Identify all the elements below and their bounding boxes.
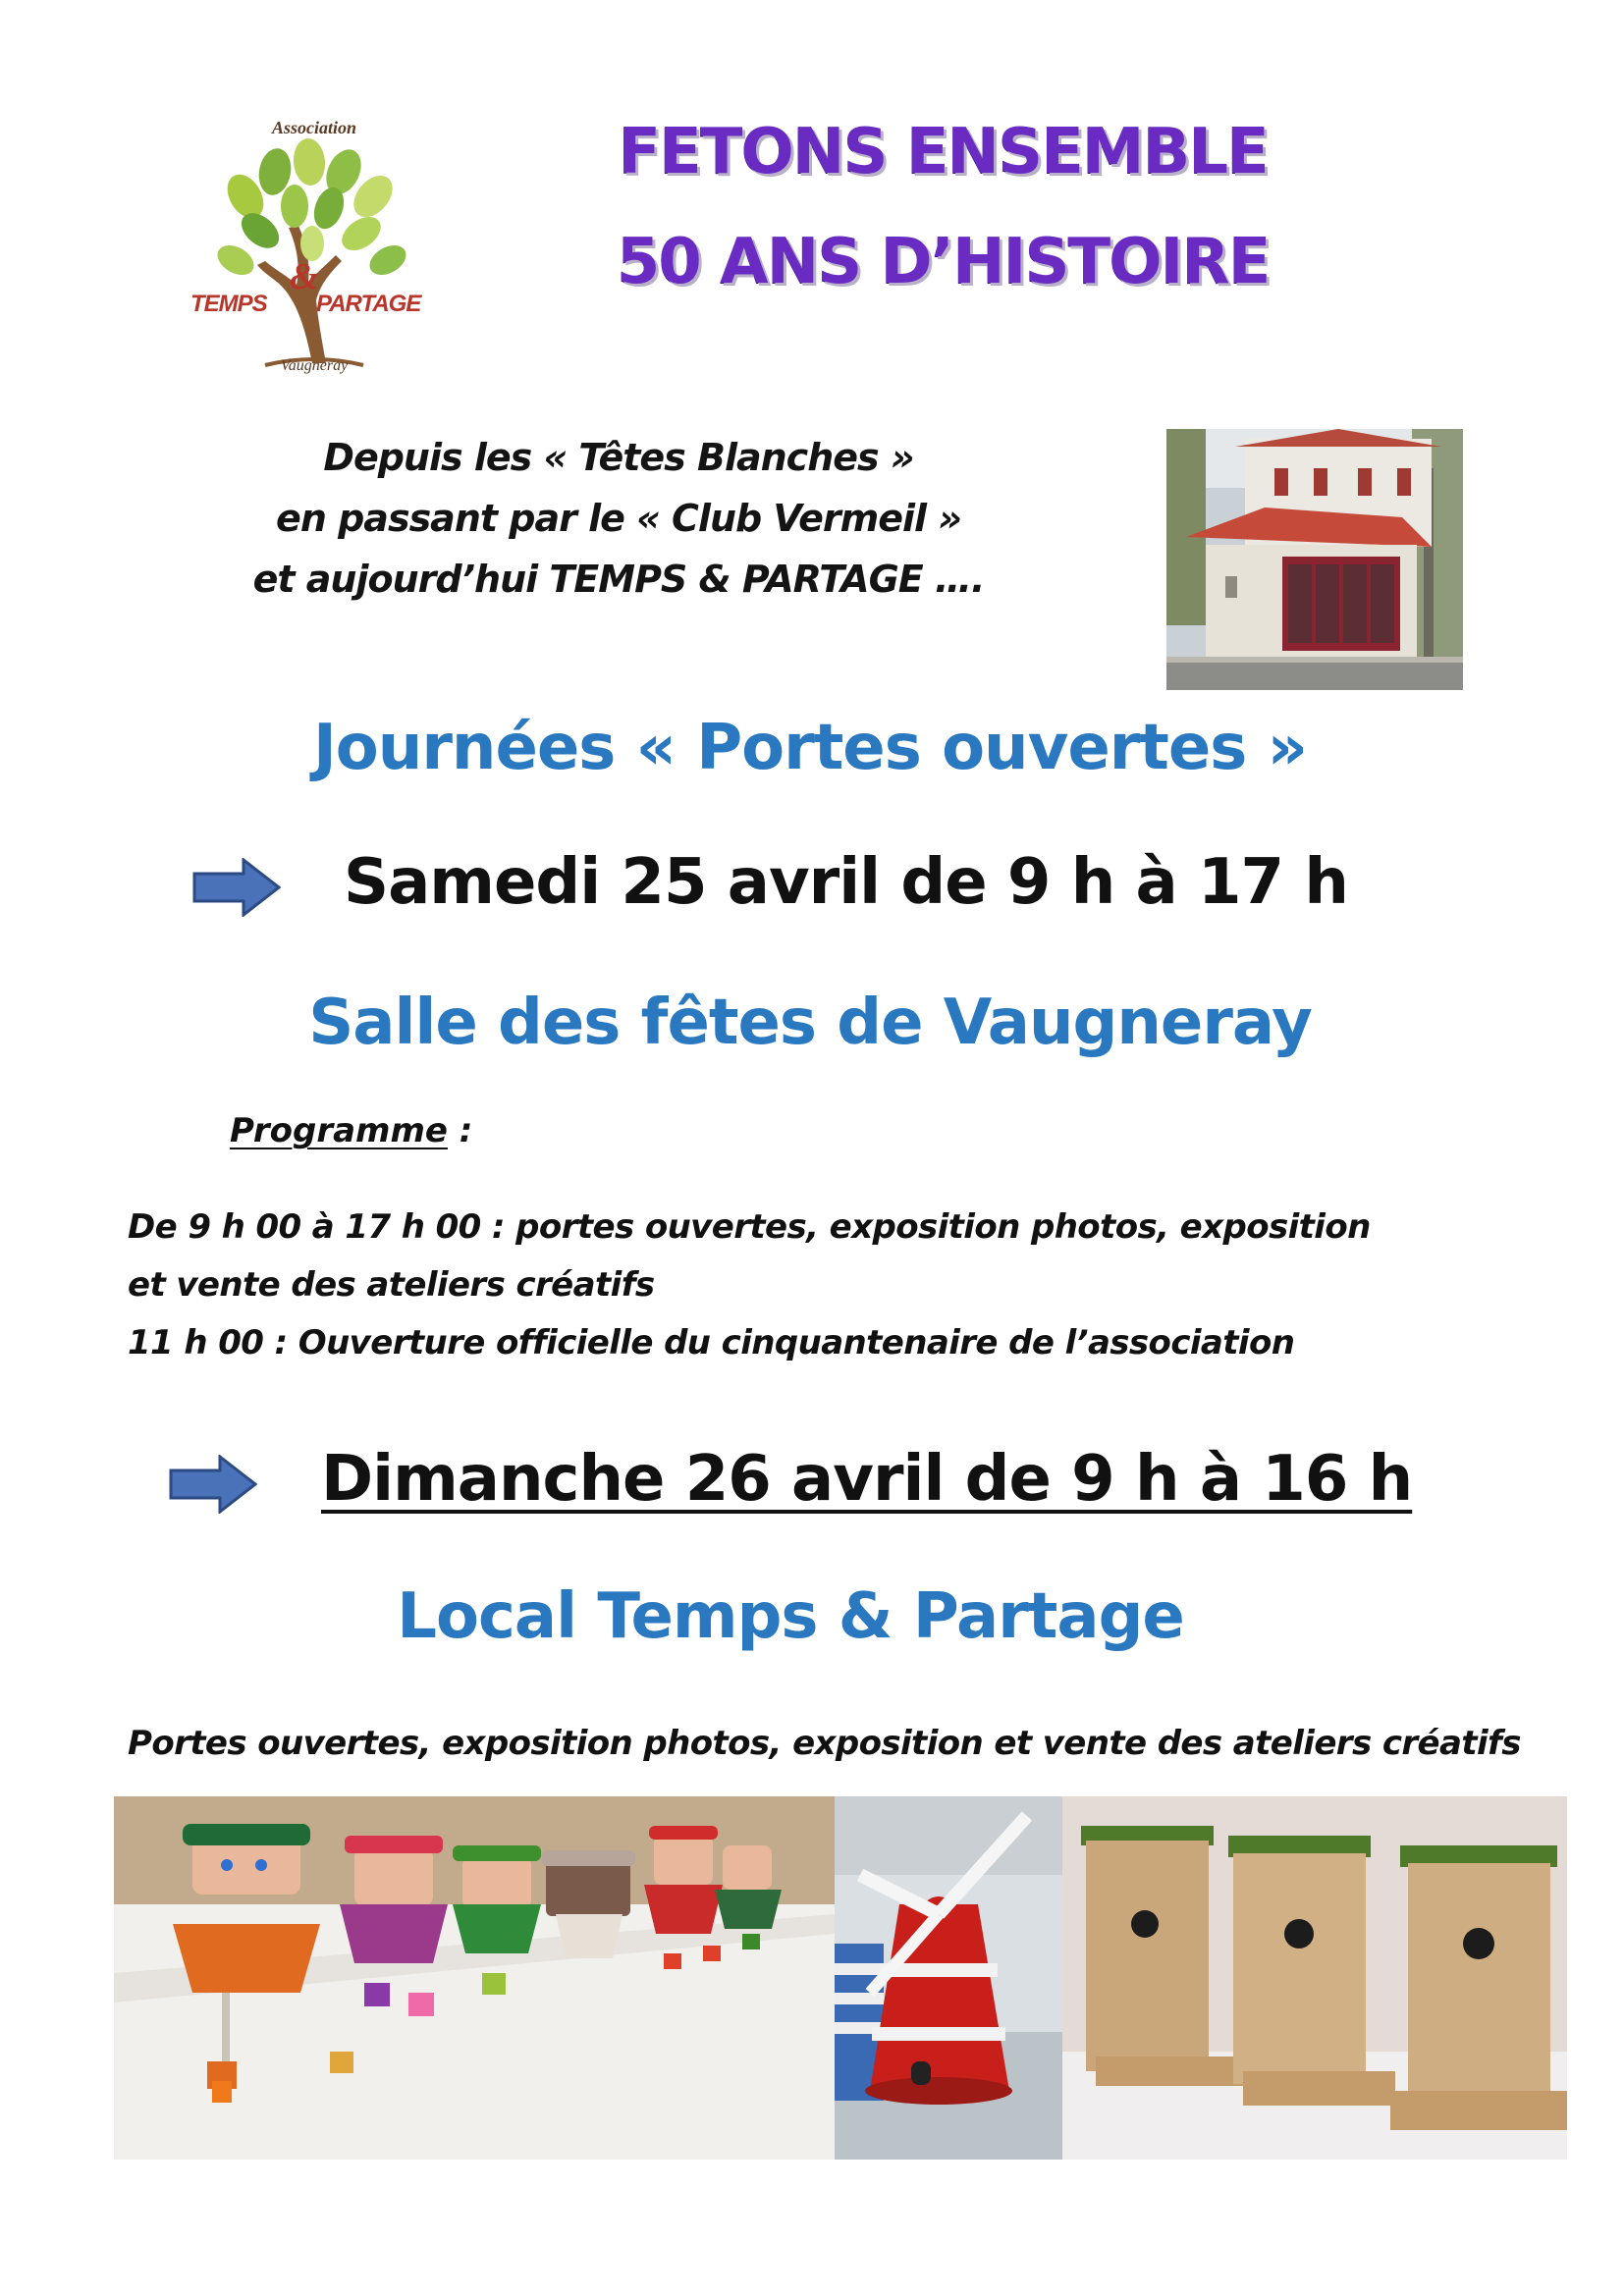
programme-line-2: et vente des ateliers créatifs	[128, 1265, 655, 1305]
saturday-date: Samedi 25 avril de 9 h à 17 h	[344, 846, 1348, 919]
logo-town: Vaugneray	[280, 357, 349, 374]
programme-line-3: 11 h 00 : Ouverture officielle du cinquantenaire de l’association	[128, 1323, 1295, 1362]
programme-label	[230, 1111, 472, 1150]
headline-line-1: FETONS ENSEMBLE	[618, 116, 1268, 188]
saturday-venue: Salle des fêtes de Vaugneray	[308, 987, 1312, 1059]
programme-line-1: De 9 h 00 à 17 h 00 : portes ouvertes, exposition photos, exposition	[128, 1207, 1371, 1247]
programme-label-text: Programme	[230, 1111, 448, 1150]
programme-label-colon: :	[447, 1111, 473, 1150]
building-photo	[1166, 429, 1463, 690]
logo-ampersand: &	[290, 256, 319, 297]
crafts-photo-strip	[114, 1796, 1567, 2160]
right-arrow-icon	[192, 858, 281, 917]
sunday-description: Portes ouvertes, exposition photos, exposition et vente des ateliers créatifs	[128, 1724, 1521, 1763]
birdhouses-photo	[1062, 1796, 1567, 2160]
logo-name-right: PARTAGE	[316, 291, 421, 317]
right-arrow-icon	[169, 1455, 257, 1514]
logo-name-left: TEMPS	[190, 291, 267, 317]
sunday-venue: Local Temps & Partage	[397, 1580, 1184, 1653]
intro-line-2: en passant par le « Club Vermeil »	[276, 497, 961, 540]
intro-line-1: Depuis les « Têtes Blanches »	[323, 436, 914, 479]
logo-association-label: Association	[271, 118, 357, 137]
clay-pot-figures-photo	[114, 1796, 835, 2160]
sunday-date: Dimanche 26 avril de 9 h à 16 h	[321, 1443, 1413, 1516]
association-logo	[187, 118, 442, 422]
windmill-photo	[835, 1796, 1062, 2160]
intro-line-3: et aujourd’hui TEMPS & PARTAGE ….	[252, 558, 985, 601]
headline-line-2: 50 ANS D’HISTOIRE	[616, 226, 1270, 298]
event-title: Journées « Portes ouvertes »	[312, 712, 1308, 784]
